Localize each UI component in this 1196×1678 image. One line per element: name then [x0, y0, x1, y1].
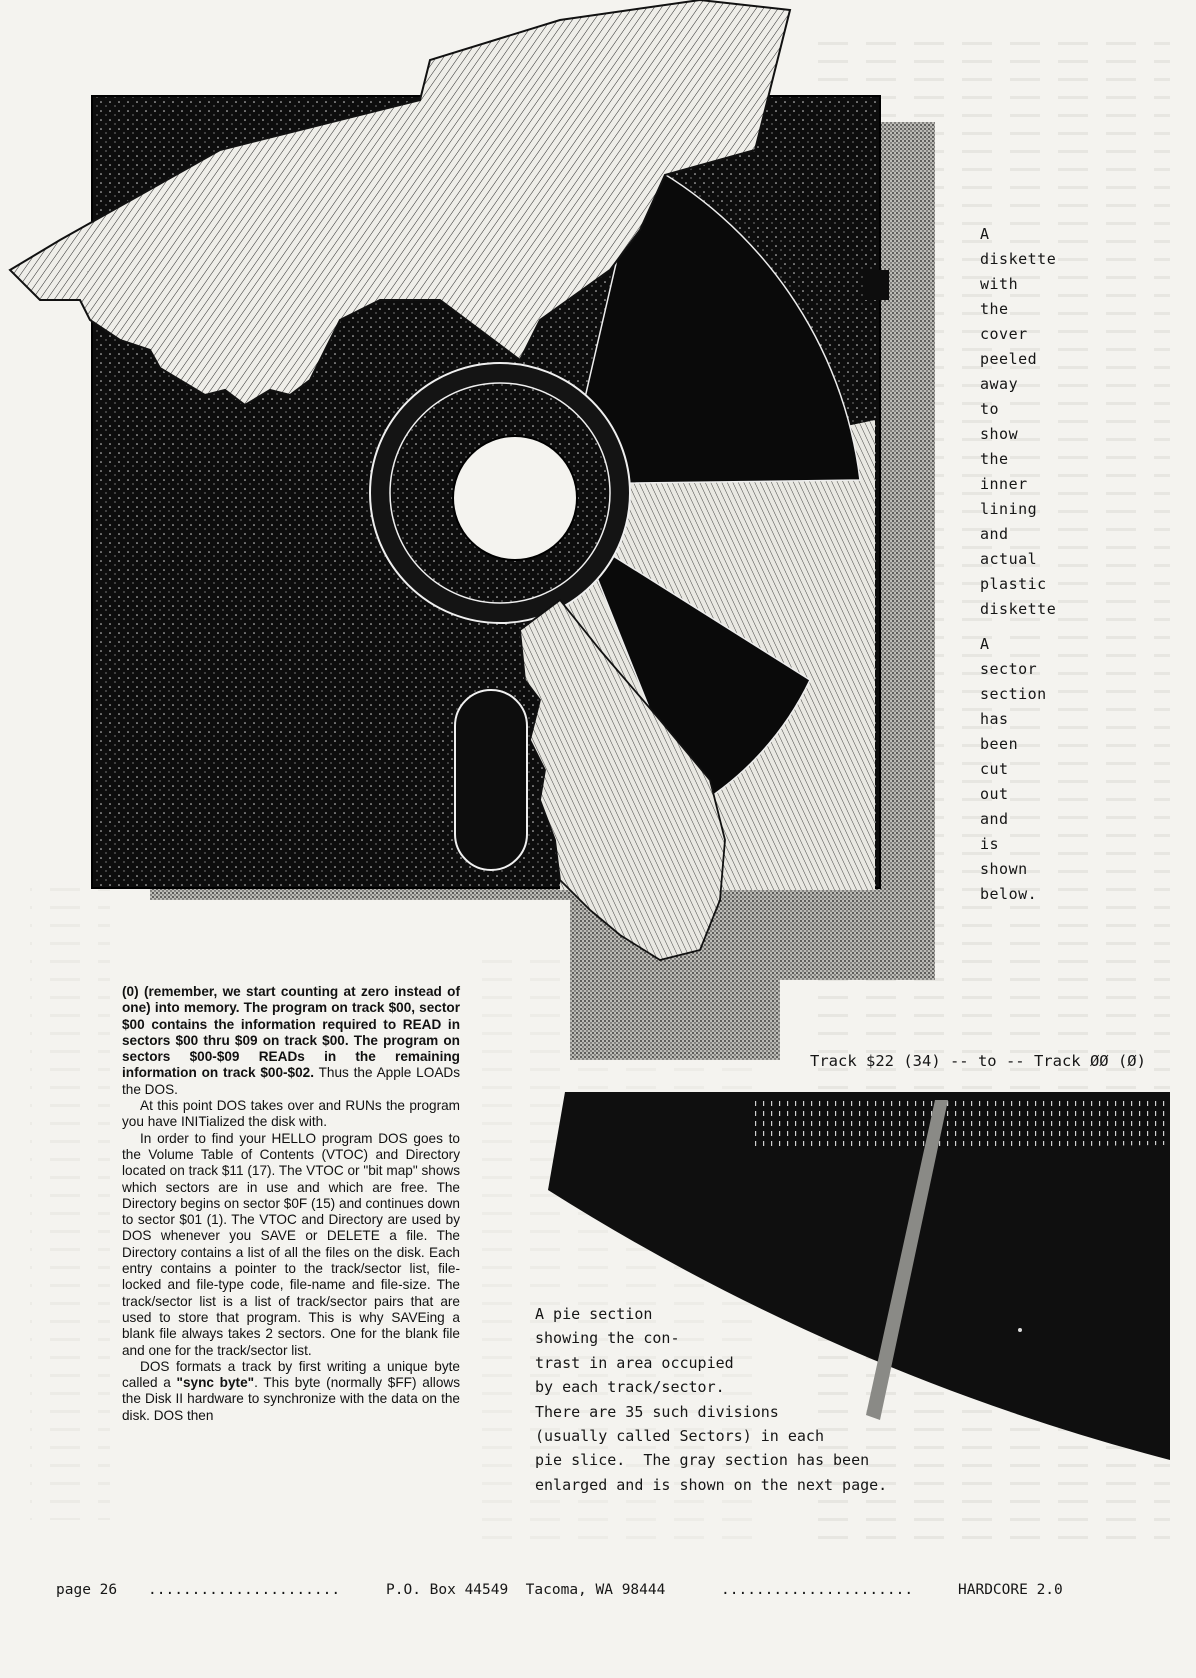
caption-word: inner	[980, 475, 1028, 493]
caption-word: has	[980, 710, 1009, 728]
caption-word: show	[980, 425, 1019, 443]
body-text: Thus the Apple LOADs the DOS.	[122, 1065, 460, 1097]
article-body	[122, 984, 460, 1424]
caption-line: A pie section	[535, 1305, 653, 1323]
caption-word: cut	[980, 760, 1009, 778]
paragraph: At this point DOS takes over and RUNs the program you have INITialized the disk with.	[122, 1098, 460, 1130]
caption-word: the	[980, 450, 1009, 468]
magazine-title: HARDCORE 2.0	[958, 1582, 1063, 1598]
caption-word: below.	[980, 885, 1038, 903]
caption-word: cover	[980, 325, 1028, 343]
caption-word: and	[980, 525, 1009, 543]
caption-line: showing the con-	[535, 1329, 680, 1348]
caption-word: away	[980, 375, 1019, 393]
caption-line: by each track/sector.	[535, 1378, 725, 1397]
body-text: . This byte (normally $FF) allows the Disk II hardware to synchronize with the data on the disk. DOS then	[122, 1375, 460, 1423]
caption-line: trast in area occupied	[535, 1353, 734, 1372]
page-number: page 26	[56, 1582, 118, 1598]
bold-text: (0) (remember, we start counting at zero instead of one) into memory. The program on track $00, sector $00 contains the information required to READ in sectors $00 thru $09 on track $00. The program on sectors $00-$09 READs in the remaining information on track $00-$02.	[122, 984, 460, 1081]
caption-line: (usually called Sectors) in each	[535, 1427, 824, 1446]
paragraph	[122, 1359, 460, 1424]
caption-word: peeled	[980, 350, 1038, 368]
caption-word: with	[980, 275, 1019, 293]
caption-word: the	[980, 300, 1009, 318]
paragraph	[122, 984, 460, 1098]
track-range-label: Track $22 (34) -- to -- Track ØØ (Ø)	[810, 1052, 1146, 1070]
footer-address: P.O. Box 44549 Tacoma, WA 98444	[386, 1582, 666, 1598]
paragraph: In order to find your HELLO program DOS goes to the Volume Table of Contents (VTOC) and Directory located on track $11 (17). The VTOC or "bit map" shows which sectors are in use and which are free. The Directory begins on sector $0F (15) and continues down to sector $01 (1). The VTOC and Directory are used by DOS whenever you SAVE or DELETE a file. The Directory contains a list of all the files on the disk. Each entry contains a pointer to the track/sector list, file-locked and file-type code, file-name and file-size. The track/sector list is a list of track/sector pairs that are used to store that program. This is why SAVEing a blank file always takes 2 sectors. One for the blank file and one for the track/sector list.	[122, 1130, 460, 1358]
caption-word: diskette	[980, 600, 1057, 618]
caption-line: enlarged and is shown on the next page.	[535, 1475, 888, 1494]
caption-word: actual	[980, 550, 1038, 568]
caption-word: section	[980, 685, 1047, 703]
read-write-slot	[455, 690, 527, 870]
caption-word: diskette	[980, 250, 1057, 268]
page-footer	[56, 1582, 1106, 1678]
footer-leader: ......................	[148, 1582, 341, 1598]
caption-word: shown	[980, 860, 1028, 878]
caption-word: plastic	[980, 575, 1047, 593]
caption-word: to	[980, 400, 1000, 418]
body-text: DOS formats a track by first writing a unique byte called a	[122, 1358, 460, 1391]
caption-word: out	[980, 785, 1009, 803]
footer-leader: ......................	[721, 1582, 914, 1598]
caption-line: pie slice. The gray section has been	[535, 1451, 870, 1470]
caption-word: been	[980, 735, 1019, 753]
pie-caption	[535, 1302, 955, 1497]
caption-word: is	[980, 835, 1000, 853]
caption-word: sector	[980, 660, 1038, 678]
caption-word: A	[980, 225, 990, 243]
hub-hole	[453, 436, 577, 560]
caption-line: There are 35 such divisions	[535, 1402, 779, 1421]
diskette-caption	[980, 222, 1100, 907]
caption-word: and	[980, 810, 1009, 828]
caption-word: A	[980, 635, 990, 653]
caption-word: lining	[980, 500, 1038, 518]
bold-text: "sync byte"	[176, 1375, 255, 1391]
